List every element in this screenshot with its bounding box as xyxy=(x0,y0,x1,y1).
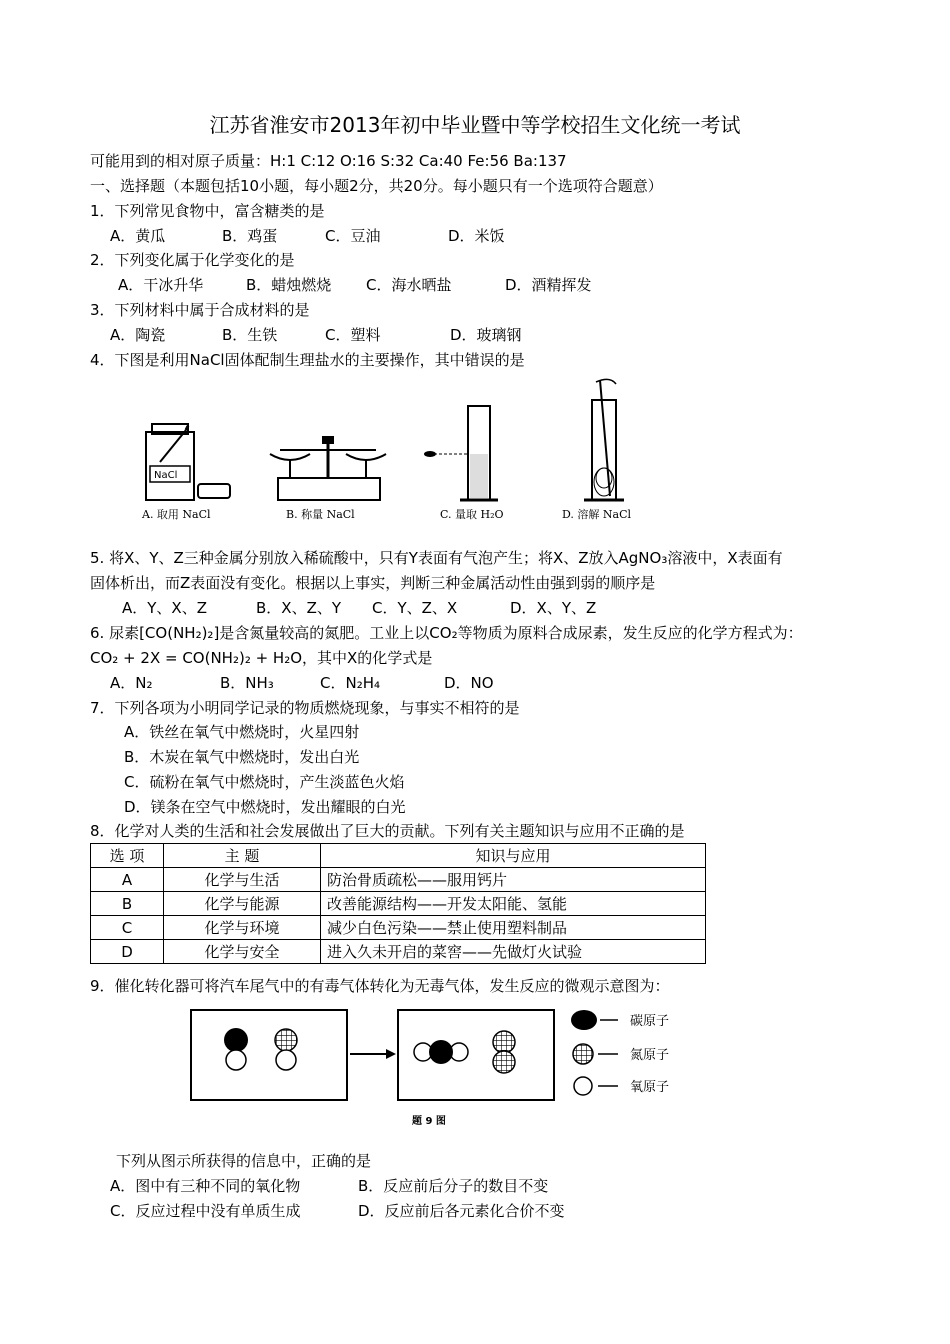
q3-option-c: C．塑料 xyxy=(325,326,381,344)
table-cell: 化学与环境 xyxy=(164,916,321,940)
q1-option-a: A．黄瓜 xyxy=(110,227,166,245)
q3-option-a: A．陶瓷 xyxy=(110,326,166,344)
q9-option-a: A．图中有三种不同的氧化物 xyxy=(110,1177,301,1195)
legend-nitrogen: 氮原子 xyxy=(630,1048,670,1063)
table-cell: 防治骨质疏松——服用钙片 xyxy=(321,868,706,892)
legend-carbon: 碳原子 xyxy=(630,1014,670,1029)
oxygen-atom xyxy=(226,1050,246,1070)
oxygen-atom xyxy=(276,1050,296,1070)
jar-icon xyxy=(146,424,230,500)
q8-stem: 8．化学对人类的生活和社会发展做出了巨大的贡献。下列有关主题知识与应用不正确的是 xyxy=(90,822,685,840)
q6-line-2: CO₂ + 2X = CO(NH₂)₂ + H₂O，其中X的化学式是 xyxy=(90,649,433,667)
balance-icon xyxy=(270,436,386,500)
q6-option-c: C．N₂H₄ xyxy=(320,674,381,692)
q1-stem: 1．下列常见食物中，富含糖类的是 xyxy=(90,202,325,220)
q9-option-d: D．反应前后各元素化合价不变 xyxy=(358,1202,565,1220)
q6-option-a: A．N₂ xyxy=(110,674,153,692)
q9-stem: 9．催化转化器可将汽车尾气中的有毒气体转化为无毒气体，发生反应的微观示意图为： xyxy=(90,977,670,995)
q9-figure xyxy=(186,1000,726,1130)
table-cell: B xyxy=(91,892,164,916)
q5-option-a: A．Y、X、Z xyxy=(122,599,207,617)
q7-stem: 7．下列各项为小明同学记录的物质燃烧现象，与事实不相符的是 xyxy=(90,699,520,717)
q6-option-d: D．NO xyxy=(444,674,494,692)
table-cell: 化学与能源 xyxy=(164,892,321,916)
q5-line-2: 固体析出，而Z表面没有变化。根据以上事实，判断三种金属活动性由强到弱的顺序是 xyxy=(90,574,656,592)
table-cell: 化学与生活 xyxy=(164,868,321,892)
nitrogen-atom xyxy=(493,1031,515,1053)
carbon-atom xyxy=(224,1028,248,1052)
q7-option-a: A．铁丝在氧气中燃烧时，火星四射 xyxy=(124,723,360,741)
q6-line-1: 6. 尿素[CO(NH₂)₂]是含氮量较高的氮肥。工业上以CO₂等物质为原料合成尿素，发生反应的化学方程式为： xyxy=(90,624,803,642)
table-row xyxy=(91,868,706,892)
before-box xyxy=(191,1010,347,1100)
table-header: 选 项 xyxy=(91,844,164,868)
atomic-masses: 可能用到的相对原子质量：H:1 C:12 O:16 S:32 Ca:40 Fe:56 Ba:137 xyxy=(90,152,567,170)
q9-option-c: C．反应过程中没有单质生成 xyxy=(110,1202,301,1220)
cylinder-icon xyxy=(424,406,498,500)
q7-option-c: C．硫粉在氧气中燃烧时，产生淡蓝色火焰 xyxy=(124,773,405,791)
nitrogen-atom xyxy=(493,1051,515,1073)
table-cell: A xyxy=(91,868,164,892)
table-row xyxy=(91,940,706,964)
legend-oxygen: 氧原子 xyxy=(630,1080,670,1095)
q1-option-c: C．豆油 xyxy=(325,227,381,245)
stirring-icon xyxy=(584,379,624,500)
legend-nitrogen-icon xyxy=(573,1044,593,1064)
q1-option-b: B．鸡蛋 xyxy=(222,227,278,245)
q6-option-b: B．NH₃ xyxy=(220,674,274,692)
table-cell: 改善能源结构——开发太阳能、氢能 xyxy=(321,892,706,916)
nitrogen-atom xyxy=(275,1029,297,1051)
figure-caption: 题 9 图 xyxy=(412,1116,446,1127)
q2-option-a: A．干冰升华 xyxy=(118,276,204,294)
legend-oxygen-icon xyxy=(574,1077,592,1095)
legend-carbon-icon xyxy=(571,1010,597,1030)
q2-option-b: B．蜡烛燃烧 xyxy=(246,276,332,294)
table-row xyxy=(91,892,706,916)
table-row xyxy=(91,916,706,940)
fig-label-b: B. 称量 NaCl xyxy=(286,508,355,521)
jar-label: NaCl xyxy=(154,470,178,481)
table-cell: 进入久未开启的菜窖——先做灯火试验 xyxy=(321,940,706,964)
table-cell: D xyxy=(91,940,164,964)
q3-stem: 3．下列材料中属于合成材料的是 xyxy=(90,301,310,319)
q5-option-c: C．Y、Z、X xyxy=(372,599,458,617)
q3-option-d: D．玻璃钢 xyxy=(450,326,522,344)
table-cell: C xyxy=(91,916,164,940)
q4-figure xyxy=(130,370,650,530)
q2-stem: 2．下列变化属于化学变化的是 xyxy=(90,251,295,269)
table-header-row xyxy=(91,844,706,868)
q5-line-1: 5. 将X、Y、Z三种金属分别放入稀硫酸中，只有Y表面有气泡产生；将X、Z放入AgNO₃溶液中，X表面有 xyxy=(90,549,783,567)
exam-title: 江苏省淮安市2013年初中毕业暨中等学校招生文化统一考试 xyxy=(209,113,741,137)
q9-question: 下列从图示所获得的信息中，正确的是 xyxy=(116,1152,372,1170)
q2-option-d: D．酒精挥发 xyxy=(505,276,592,294)
carbon-atom xyxy=(429,1040,453,1064)
q2-option-c: C．海水晒盐 xyxy=(366,276,452,294)
section-heading: 一、选择题（本题包括10小题，每小题2分，共20分。每小题只有一个选项符合题意） xyxy=(90,177,663,195)
q3-option-b: B．生铁 xyxy=(222,326,278,344)
table-header: 知识与应用 xyxy=(321,844,706,868)
q8-table xyxy=(90,843,706,964)
q9-option-b: B．反应前后分子的数目不变 xyxy=(358,1177,549,1195)
fig-label-a: A. 取用 NaCl xyxy=(142,508,211,521)
q4-stem: 4．下图是利用NaCl固体配制生理盐水的主要操作，其中错误的是 xyxy=(90,351,525,369)
q1-option-d: D．米饭 xyxy=(448,227,505,245)
fig-label-c: C. 量取 H₂O xyxy=(440,508,504,521)
fig-label-d: D. 溶解 NaCl xyxy=(562,508,632,521)
q5-option-d: D．X、Y、Z xyxy=(510,599,597,617)
table-cell: 减少白色污染——禁止使用塑料制品 xyxy=(321,916,706,940)
q5-option-b: B．X、Z、Y xyxy=(256,599,342,617)
q7-option-b: B．木炭在氧气中燃烧时，发出白光 xyxy=(124,748,360,766)
table-cell: 化学与安全 xyxy=(164,940,321,964)
table-header: 主 题 xyxy=(164,844,321,868)
q7-option-d: D．镁条在空气中燃烧时，发出耀眼的白光 xyxy=(124,798,406,816)
